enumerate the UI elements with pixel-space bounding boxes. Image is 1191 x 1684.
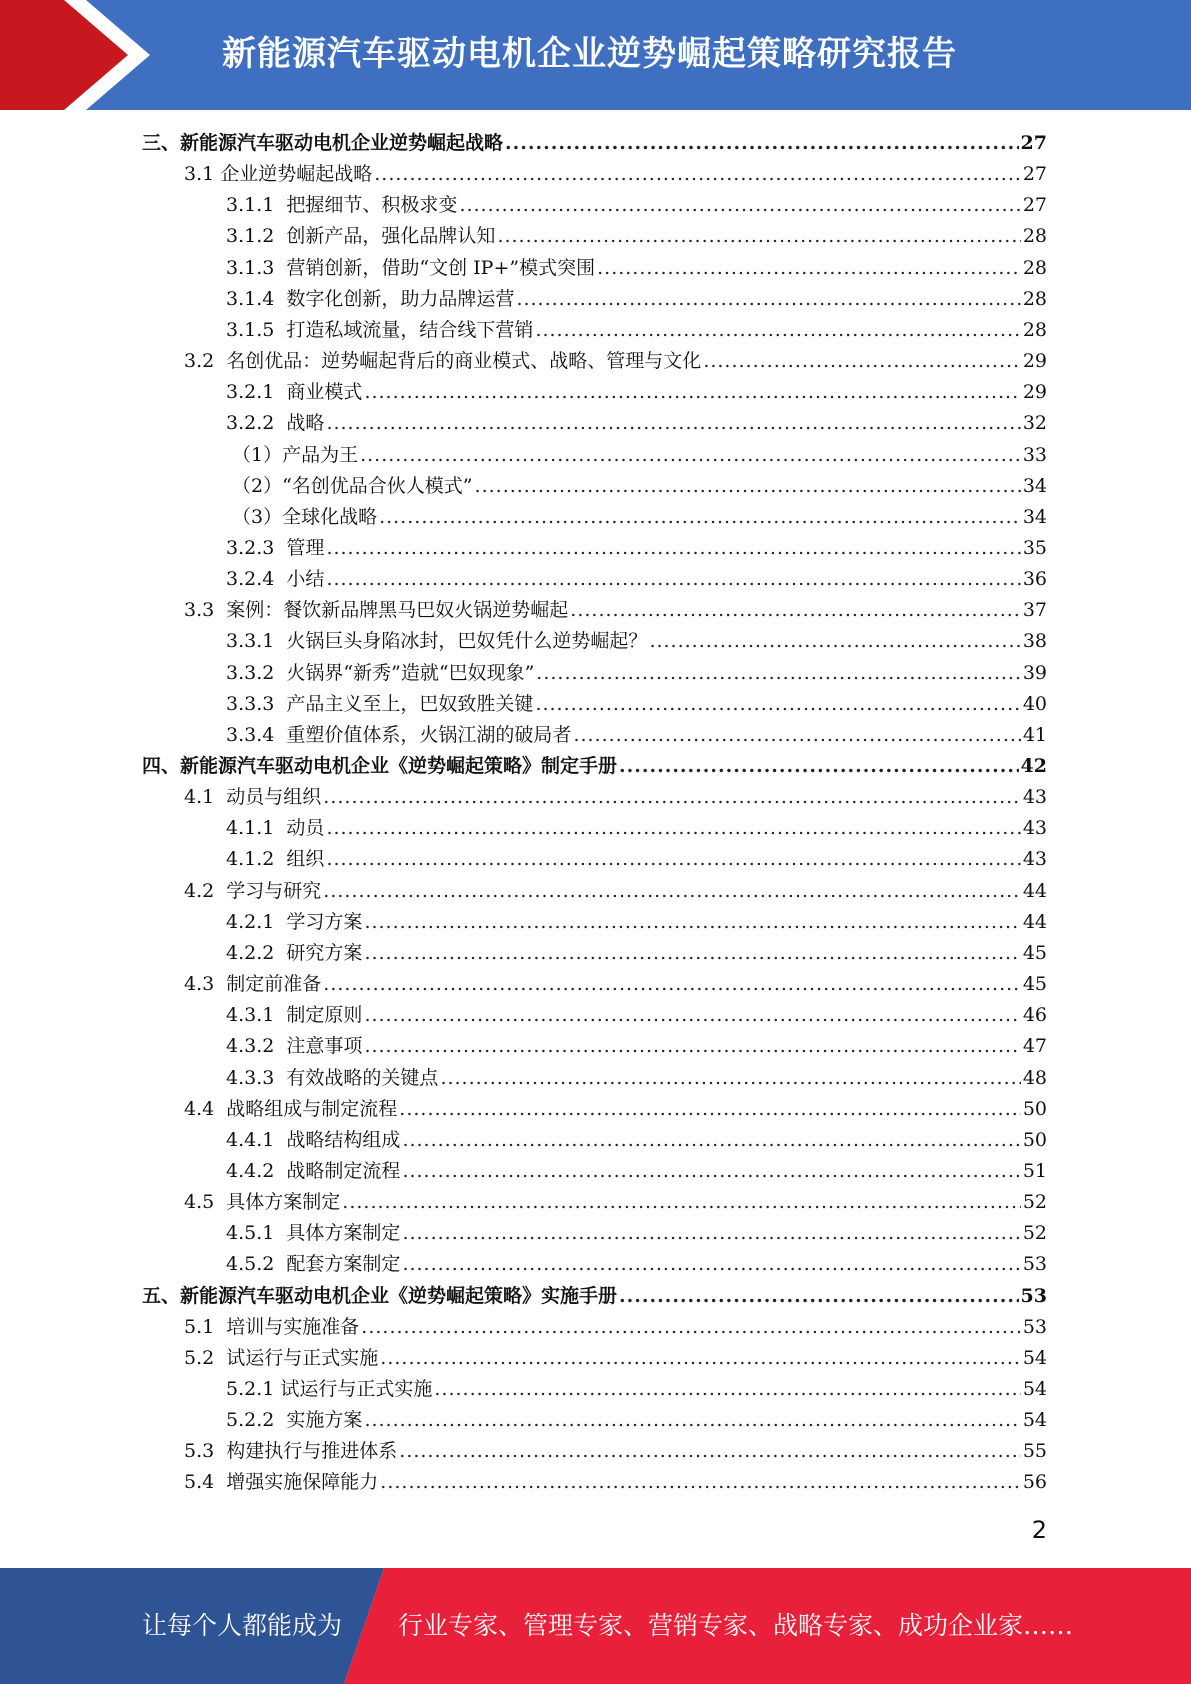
- toc-dot-leader: [597, 253, 1021, 284]
- toc-entry-page: 34: [1022, 506, 1047, 528]
- toc-entry-title: 3.3 案例：餐饮新品牌黑马巴奴火锅逆势崛起: [184, 599, 569, 621]
- toc-entry-page: 29: [1022, 381, 1047, 403]
- toc-entry-page: 44: [1022, 911, 1047, 933]
- toc-entry-title: 3.1.2 创新产品，强化品牌认知: [226, 225, 496, 247]
- toc-dot-leader: [535, 689, 1020, 720]
- toc-entry-title: 3.3.4 重塑价值体系，火锅江湖的破局者: [226, 724, 572, 746]
- toc-entry[interactable]: [226, 1249, 1047, 1280]
- toc-entry[interactable]: [232, 502, 1047, 533]
- toc-dot-leader: [434, 1374, 1020, 1405]
- toc-entry-page: 35: [1022, 537, 1047, 559]
- toc-dot-leader: [536, 658, 1021, 689]
- toc-entry-page: 38: [1022, 630, 1047, 652]
- toc-entry-page: 42: [1020, 755, 1047, 777]
- toc-dot-leader: [402, 1156, 1020, 1187]
- toc-entry-title: 4.2 学习与研究: [184, 880, 322, 902]
- toc-entry-title: 4.2.1 学习方案: [226, 911, 363, 933]
- toc-entry[interactable]: [226, 533, 1047, 564]
- toc-dot-leader: [475, 471, 1021, 502]
- toc-entry[interactable]: [226, 564, 1047, 595]
- toc-dot-leader: [326, 813, 1020, 844]
- toc-entry[interactable]: [226, 315, 1047, 346]
- toc-entry-page: 50: [1022, 1098, 1047, 1120]
- toc-entry[interactable]: [184, 1467, 1047, 1498]
- toc-entry-page: 34: [1022, 475, 1047, 497]
- toc-entry-title: 4.5.2 配套方案制定: [226, 1253, 401, 1275]
- toc-entry-title: 5.2.1 试运行与正式实施: [226, 1378, 433, 1400]
- toc-entry[interactable]: [226, 907, 1047, 938]
- toc-entry[interactable]: [226, 813, 1047, 844]
- toc-entry-title: 3.3.1 火锅巨头身陷冰封，巴奴凭什么逆势崛起？: [226, 630, 648, 652]
- toc-entry-page: 52: [1022, 1222, 1047, 1244]
- toc-entry-title: 4.1.2 组织: [226, 848, 325, 870]
- toc-dot-leader: [516, 284, 1020, 315]
- header-banner: [0, 0, 1191, 110]
- toc-dot-leader: [326, 564, 1020, 595]
- toc-dot-leader: [364, 1405, 1020, 1436]
- toc-dot-leader: [619, 1281, 1019, 1312]
- toc-dot-leader: [497, 221, 1020, 252]
- toc-dot-leader: [505, 128, 1019, 159]
- toc-entry[interactable]: [184, 1343, 1047, 1374]
- toc-entry-title: （2）“名创优品合伙人模式”: [232, 475, 473, 497]
- toc-entry-page: 53: [1022, 1316, 1047, 1338]
- toc-entry-page: 51: [1022, 1160, 1047, 1182]
- toc-entry[interactable]: [226, 284, 1047, 315]
- toc-dot-leader: [323, 969, 1021, 1000]
- toc-dot-leader: [364, 377, 1020, 408]
- toc-dot-leader: [399, 1436, 1021, 1467]
- toc-entry-page: 45: [1022, 973, 1047, 995]
- toc-entry-title: 4.5.1 具体方案制定: [226, 1222, 401, 1244]
- toc-dot-leader: [326, 408, 1020, 439]
- toc-entry-page: 28: [1022, 319, 1047, 341]
- toc-entry-page: 54: [1022, 1347, 1047, 1369]
- toc-entry[interactable]: [184, 1312, 1047, 1343]
- toc-entry-page: 33: [1022, 444, 1047, 466]
- toc-entry-page: 54: [1022, 1409, 1047, 1431]
- toc-entry-page: 28: [1022, 257, 1047, 279]
- toc-entry[interactable]: [226, 1405, 1047, 1436]
- toc-dot-leader: [374, 159, 1021, 190]
- toc-entry-page: 32: [1022, 412, 1047, 434]
- toc-dot-leader: [364, 1000, 1020, 1031]
- toc-dot-leader: [402, 1125, 1020, 1156]
- toc-entry-title: 3.1.1 把握细节、积极求变: [226, 194, 458, 216]
- toc-entry-page: 54: [1022, 1378, 1047, 1400]
- toc-entry[interactable]: [184, 346, 1047, 377]
- toc-entry[interactable]: [226, 1031, 1047, 1062]
- toc-entry-title: 4.4.1 战略结构组成: [226, 1129, 401, 1151]
- toc-entry-title: 3.3.3 产品主义至上，巴奴致胜关键: [226, 693, 534, 715]
- toc-entry-page: 37: [1022, 599, 1047, 621]
- toc-entry[interactable]: [184, 782, 1047, 813]
- toc-dot-leader: [326, 533, 1020, 564]
- toc-entry-title: 4.5 具体方案制定: [184, 1191, 341, 1213]
- toc-entry[interactable]: [226, 720, 1047, 751]
- toc-dot-leader: [379, 502, 1021, 533]
- toc-dot-leader: [364, 1031, 1020, 1062]
- toc-entry[interactable]: [184, 159, 1047, 190]
- toc-dot-leader: [459, 190, 1020, 221]
- footer-slogan-left: 让每个人都能成为: [142, 1611, 343, 1640]
- toc-entry[interactable]: [184, 1187, 1047, 1218]
- toc-dot-leader: [342, 1187, 1021, 1218]
- toc-entry-title: 3.1 企业逆势崛起战略: [184, 163, 373, 185]
- toc-entry-title: 4.3.1 制定原则: [226, 1004, 363, 1026]
- toc-dot-leader: [570, 595, 1021, 626]
- toc-entry[interactable]: [226, 221, 1047, 252]
- toc-entry-title: 3.2.3 管理: [226, 537, 325, 559]
- toc-dot-leader: [364, 907, 1020, 938]
- toc-entry[interactable]: [226, 1156, 1047, 1187]
- toc-entry[interactable]: [226, 658, 1047, 689]
- toc-dot-leader: [361, 1312, 1021, 1343]
- toc-entry[interactable]: [232, 440, 1047, 471]
- toc-entry-page: 41: [1022, 724, 1047, 746]
- toc-dot-leader: [326, 844, 1020, 875]
- toc-entry[interactable]: [232, 471, 1047, 502]
- toc-dot-leader: [380, 1343, 1021, 1374]
- toc-entry-title: 3.2 名创优品：逆势崛起背后的商业模式、战略、管理与文化: [184, 350, 702, 372]
- footer-slogan-right: 行业专家、管理专家、营销专家、战略专家、成功企业家……: [398, 1611, 1074, 1640]
- toc-entry-page: 52: [1022, 1191, 1047, 1213]
- toc-entry-title: 5.2 试运行与正式实施: [184, 1347, 379, 1369]
- toc-entry-title: （3）全球化战略: [232, 506, 378, 528]
- toc-entry[interactable]: [184, 1094, 1047, 1125]
- toc-entry-title: 3.2.1 商业模式: [226, 381, 363, 403]
- toc-entry[interactable]: [226, 408, 1047, 439]
- footer-banner: [0, 1568, 1191, 1684]
- toc-entry-title: 三、新能源汽车驱动电机企业逆势崛起战略: [142, 132, 504, 154]
- toc-entry-title: 3.1.3 营销创新，借助“文创 IP+”模式突围: [226, 257, 596, 279]
- toc-entry[interactable]: [184, 969, 1047, 1000]
- toc-entry[interactable]: [142, 1281, 1047, 1312]
- toc-dot-leader: [380, 1467, 1021, 1498]
- toc-entry[interactable]: [226, 1374, 1047, 1405]
- toc-dot-leader: [364, 938, 1020, 969]
- toc-entry-page: 28: [1022, 288, 1047, 310]
- toc-entry[interactable]: [142, 128, 1047, 159]
- toc-entry-page: 45: [1022, 942, 1047, 964]
- toc-dot-leader: [402, 1218, 1020, 1249]
- toc-entry-page: 40: [1022, 693, 1047, 715]
- toc-entry[interactable]: [226, 1125, 1047, 1156]
- toc-entry[interactable]: [226, 689, 1047, 720]
- toc-dot-leader: [573, 720, 1020, 751]
- toc-entry-page: 44: [1022, 880, 1047, 902]
- toc-dot-leader: [649, 626, 1020, 657]
- toc-entry[interactable]: [184, 1436, 1047, 1467]
- toc-entry-page: 27: [1020, 132, 1047, 154]
- toc-dot-leader: [323, 876, 1021, 907]
- toc-entry[interactable]: [226, 844, 1047, 875]
- toc-entry[interactable]: [184, 595, 1047, 626]
- toc-entry-page: 43: [1022, 848, 1047, 870]
- page-number: 2: [1031, 1516, 1047, 1544]
- toc-entry[interactable]: [226, 253, 1047, 284]
- toc-entry-page: 29: [1022, 350, 1047, 372]
- toc-entry-page: 50: [1022, 1129, 1047, 1151]
- toc-entry[interactable]: [226, 1000, 1047, 1031]
- toc-entry-title: 4.3.3 有效战略的关键点: [226, 1067, 439, 1089]
- document-title: 新能源汽车驱动电机企业逆势崛起策略研究报告: [222, 34, 957, 74]
- toc-entry-page: 53: [1022, 1253, 1047, 1275]
- toc-entry-page: 55: [1022, 1440, 1047, 1462]
- toc-entry-title: （1）产品为王: [232, 444, 359, 466]
- toc-entry[interactable]: [142, 751, 1047, 782]
- toc-entry[interactable]: [226, 938, 1047, 969]
- toc-dot-leader: [619, 751, 1019, 782]
- toc-dot-leader: [535, 315, 1020, 346]
- toc-entry-page: 53: [1020, 1285, 1047, 1307]
- toc-dot-leader: [703, 346, 1021, 377]
- toc-dot-leader: [360, 440, 1021, 471]
- toc-entry-title: 4.1 动员与组织: [184, 786, 322, 808]
- toc-entry-title: 四、新能源汽车驱动电机企业《逆势崛起策略》制定手册: [142, 755, 618, 777]
- toc-entry[interactable]: [226, 1218, 1047, 1249]
- toc-dot-leader: [399, 1094, 1021, 1125]
- toc-entry[interactable]: [184, 876, 1047, 907]
- toc-entry-title: 5.1 培训与实施准备: [184, 1316, 360, 1338]
- toc-entry[interactable]: [226, 377, 1047, 408]
- toc-entry-title: 4.3 制定前准备: [184, 973, 322, 995]
- toc-entry-title: 五、新能源汽车驱动电机企业《逆势崛起策略》实施手册: [142, 1285, 618, 1307]
- toc-entry-page: 39: [1022, 662, 1047, 684]
- toc-entry-page: 43: [1022, 817, 1047, 839]
- toc-entry[interactable]: [226, 626, 1047, 657]
- toc-entry-title: 4.4.2 战略制定流程: [226, 1160, 401, 1182]
- toc-entry-page: 28: [1022, 225, 1047, 247]
- toc-dot-leader: [440, 1063, 1020, 1094]
- toc-entry-title: 4.3.2 注意事项: [226, 1035, 363, 1057]
- toc-entry-page: 27: [1022, 163, 1047, 185]
- toc-entry-page: 48: [1022, 1067, 1047, 1089]
- toc-entry-page: 46: [1022, 1004, 1047, 1026]
- toc-entry-title: 4.1.1 动员: [226, 817, 325, 839]
- toc-entry-page: 36: [1022, 568, 1047, 590]
- toc-entry-title: 3.1.4 数字化创新，助力品牌运营: [226, 288, 515, 310]
- toc-entry-title: 5.3 构建执行与推进体系: [184, 1440, 398, 1462]
- toc-dot-leader: [323, 782, 1021, 813]
- toc-entry-title: 5.2.2 实施方案: [226, 1409, 363, 1431]
- toc-entry-page: 27: [1022, 194, 1047, 216]
- toc-entry-page: 56: [1022, 1471, 1047, 1493]
- toc-entry[interactable]: [226, 1063, 1047, 1094]
- toc-entry-title: 3.3.2 火锅界“新秀”造就“巴奴现象”: [226, 662, 535, 684]
- toc-entry[interactable]: [226, 190, 1047, 221]
- toc-entry-title: 3.2.4 小结: [226, 568, 325, 590]
- toc-entry-title: 3.1.5 打造私域流量，结合线下营销: [226, 319, 534, 341]
- toc-entry-title: 4.2.2 研究方案: [226, 942, 363, 964]
- toc-dot-leader: [402, 1249, 1020, 1280]
- toc-entry-page: 43: [1022, 786, 1047, 808]
- toc-entry-title: 4.4 战略组成与制定流程: [184, 1098, 398, 1120]
- toc-entry-title: 5.4 增强实施保障能力: [184, 1471, 379, 1493]
- toc-entry-page: 47: [1022, 1035, 1047, 1057]
- toc-entry-title: 3.2.2 战略: [226, 412, 325, 434]
